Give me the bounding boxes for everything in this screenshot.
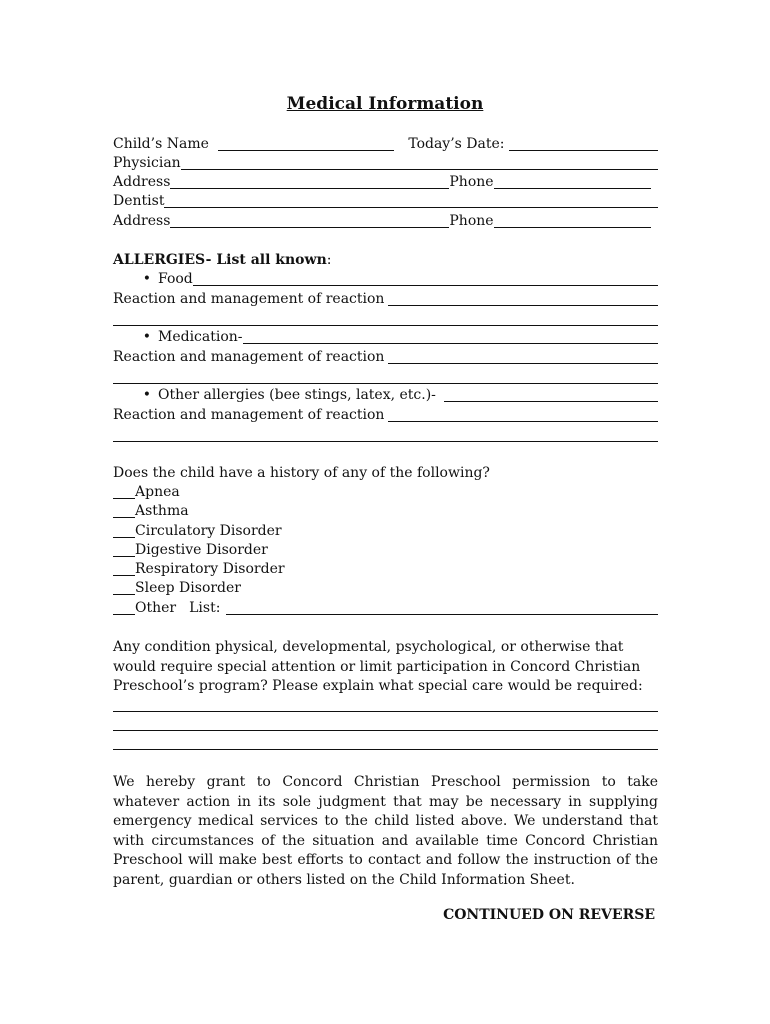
medication-reaction-line[interactable] <box>113 383 658 384</box>
food-reaction-field[interactable] <box>388 291 658 306</box>
food-label: Food <box>158 271 193 287</box>
other-allergies-row <box>113 386 658 405</box>
bullet-icon: • <box>142 387 151 403</box>
address-field-1[interactable] <box>170 174 449 189</box>
history-checkbox[interactable] <box>113 600 135 615</box>
medication-reaction-label: Reaction and management of reaction <box>113 349 385 365</box>
permission-paragraph: We hereby grant to Concord Christian Preschool permission to take whatever action in its sole judgment that may be necessary in supplying emergency medical services to the child listed above. We understand that with circumstances of the situation and available time Concord Christian Preschool will make best efforts to contact and follow the instruction of the parent, guardian or others listed on the Child Information Sheet. <box>113 774 658 888</box>
food-field[interactable] <box>193 271 658 286</box>
other-reaction-row <box>113 406 658 425</box>
history-item <box>113 560 658 579</box>
medication-label: Medication- <box>158 329 243 345</box>
child-name-row <box>113 135 658 154</box>
medication-row <box>113 328 658 347</box>
allergies-heading <box>113 251 658 270</box>
history-checkbox[interactable] <box>113 523 135 538</box>
physician-row <box>113 154 658 173</box>
physician-field[interactable] <box>181 155 658 170</box>
other-reaction-field[interactable] <box>388 407 658 422</box>
allergies-heading-text: ALLERGIES- List all known <box>113 252 327 268</box>
history-item <box>113 541 658 560</box>
other-allergies-field[interactable] <box>444 387 658 402</box>
medication-field[interactable] <box>243 329 658 344</box>
bullet-icon: • <box>142 271 151 287</box>
dentist-label: Dentist <box>113 193 165 209</box>
phone-label-2: Phone <box>449 213 494 229</box>
history-item <box>113 502 658 521</box>
dentist-row <box>113 192 658 211</box>
phone-field-2[interactable] <box>494 213 651 228</box>
other-reaction-line[interactable] <box>113 441 658 442</box>
medication-reaction-field[interactable] <box>388 349 658 364</box>
history-item-label: Respiratory Disorder <box>135 561 285 577</box>
history-checkbox[interactable] <box>113 484 135 499</box>
phone-field-1[interactable] <box>494 174 651 189</box>
physician-label: Physician <box>113 155 181 171</box>
food-row <box>113 270 658 289</box>
history-item-label: Asthma <box>135 503 189 519</box>
history-list-label: List: <box>189 600 221 616</box>
history-item-label: Circulatory Disorder <box>135 523 282 539</box>
history-checkbox[interactable] <box>113 561 135 576</box>
todays-date-field[interactable] <box>509 136 659 151</box>
history-question-text: Does the child have a history of any of the following? <box>113 465 490 481</box>
dentist-field[interactable] <box>164 193 658 208</box>
child-name-field[interactable] <box>218 136 394 151</box>
bullet-icon: • <box>142 329 151 345</box>
allergies-colon: : <box>326 252 332 268</box>
history-checkbox[interactable] <box>113 542 135 557</box>
other-reaction-label: Reaction and management of reaction <box>113 407 385 423</box>
history-item-label: Digestive Disorder <box>135 542 268 558</box>
food-reaction-row <box>113 290 658 309</box>
condition-paragraph: Any condition physical, developmental, psychological, or otherwise that would require special attention or limit participation in Concord Christian Preschool’s program? Please explain what special care would be required: <box>113 639 643 694</box>
other-allergies-label: Other allergies (bee stings, latex, etc.)- <box>158 387 436 403</box>
history-item <box>113 483 658 502</box>
continued-note: CONTINUED ON REVERSE <box>443 907 655 923</box>
history-item-label: Sleep Disorder <box>135 580 241 596</box>
condition-line[interactable] <box>113 730 658 731</box>
history-list-field[interactable] <box>226 600 658 615</box>
history-item <box>113 579 658 598</box>
history-checkbox[interactable] <box>113 503 135 518</box>
condition-line[interactable] <box>113 711 658 712</box>
medication-reaction-row <box>113 348 658 367</box>
condition-line[interactable] <box>113 749 658 750</box>
address-label-1: Address <box>113 174 171 190</box>
page-title: Medical Information <box>286 94 484 114</box>
history-other-row <box>113 599 658 618</box>
address-row-2 <box>113 212 658 231</box>
history-other-label: Other <box>135 600 177 616</box>
todays-date-label: Today’s Date: <box>408 136 505 152</box>
address-label-2: Address <box>113 213 171 229</box>
history-item-label: Apnea <box>135 484 180 500</box>
food-reaction-label: Reaction and management of reaction <box>113 291 385 307</box>
child-name-label: Child’s Name <box>113 136 209 152</box>
history-item <box>113 522 658 541</box>
history-question <box>113 464 658 483</box>
phone-label-1: Phone <box>449 174 494 190</box>
food-reaction-line[interactable] <box>113 325 658 326</box>
address-field-2[interactable] <box>170 213 449 228</box>
history-checkbox[interactable] <box>113 580 135 595</box>
address-row-1 <box>113 173 658 192</box>
